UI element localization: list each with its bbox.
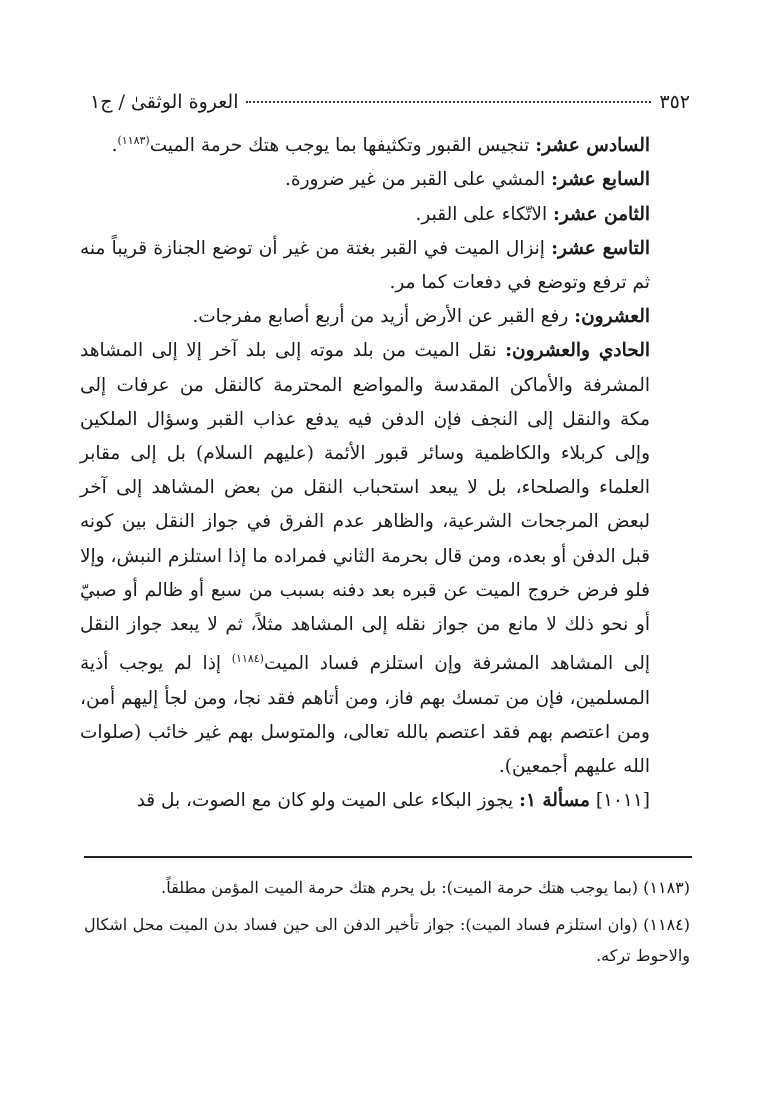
paragraph-keyword: التاسع عشر: [551,237,650,259]
footnote-1184: (١١٨٤) (وان استلزم فساد الميت): جواز تأخير الدفن الى حين فساد بدن الميت محل اشكال والاحوط تركه. [84,915,690,965]
paragraph-text: تنجيس القبور وتكثيفها بما يوجب هتك حرمة الميت [149,135,530,157]
footnote-divider [84,856,692,858]
paragraph-keyword: الحادي والعشرون: [505,340,651,362]
paragraph-text: إنزال الميت في القبر بغتة من غير أن توضع الجنازة قريباً منه ثم ترفع وتوضع في دفعات كما مر. [80,237,650,293]
paragraph-21 [80,334,692,784]
paragraph-18 [80,198,692,232]
paragraph-20 [80,300,692,334]
header-dot-leader [246,101,651,103]
issue-keyword: مسألة ١: [519,790,590,812]
paragraph-text: رفع القبر عن الأرض أزيد من أربع أصابع مفرجات. [192,306,569,328]
paragraph-text: المشي على القبر من غير ضرورة. [285,169,546,191]
paragraph-keyword: العشرون: [574,306,650,328]
footnote-1183: (١١٨٣) (بما يوجب هتك حرمة الميت): بل يحرم هتك حرمة الميت المؤمن مطلقاً. [161,878,690,897]
paragraph-text: إذا لم يوجب أذية المسلمين، فإن من تمسك بهم فاز، ومن أتاهم فقد نجا، ومن لجأ إليهم أمن، ومن اعتصم بهم فقد اعتصم بالله تعالى، والمتوسل بهم غير خائب (صلوات الله عليهم أجمعين). [80,653,650,777]
footnote-ref-1183[interactable]: (١١٨٣) [117,134,150,147]
issue-1011 [80,784,692,818]
footnotes [84,872,690,977]
book-title: العروة الوثقىٰ / ج١ [90,91,239,113]
paragraph-keyword: السادس عشر: [535,135,650,157]
paragraph-text: الاتّكاء على القبر. [415,203,548,225]
paragraph-keyword: السابع عشر: [551,169,650,191]
footnote-ref-1184[interactable]: (١١٨٤) [231,652,264,666]
paragraph-end: . [111,135,118,157]
paragraph-19 [80,232,692,300]
paragraph-text: يجوز البكاء على الميت ولو كان مع الصوت، بل قد [136,790,514,812]
paragraph-text: نقل الميت من بلد موته إلى بلد آخر إلا إلى المشاهد المشرفة والأماكن المقدسة والمواضع المحترمة كالنقل من عرفات إلى مكة والنقل إلى النجف فإن الدفن فيه يدفع عذاب القبر وسؤال الملكين وإلى كربلاء والكاظمية وسائر قبور الأئمة (عليهم السلام) بل إلى مقابر العلماء والصلحاء، بل لا يبعد استحباب النقل من بعض المشاهد إلى آخر لبعض المرجحات الشرعية، والظاهر عدم الفرق في جواز النقل بين كونه قبل الدفن أو بعده، ومن قال بحرمة الثاني فمراده ما إذا استلزم النبش، وإلا فلو فرض خروج الميت عن قبره بعد دفنه بسبب من سبع أو ظالم أو صبيّ أو نحو ذلك لا مانع من جواز نقله إلى المشاهد مثلاً، ثم لا يبعد جواز النقل إلى المشاهد المشرفة وإن استلزم فساد الميت [80,340,650,675]
paragraph-keyword: الثامن عشر: [552,203,650,225]
main-text [80,124,692,818]
paragraph-17 [80,163,692,197]
issue-number: [١٠١١] [595,790,650,812]
page-number: ٣٥٢ [659,91,690,113]
paragraph-16 [80,124,692,163]
page-header [90,86,690,120]
